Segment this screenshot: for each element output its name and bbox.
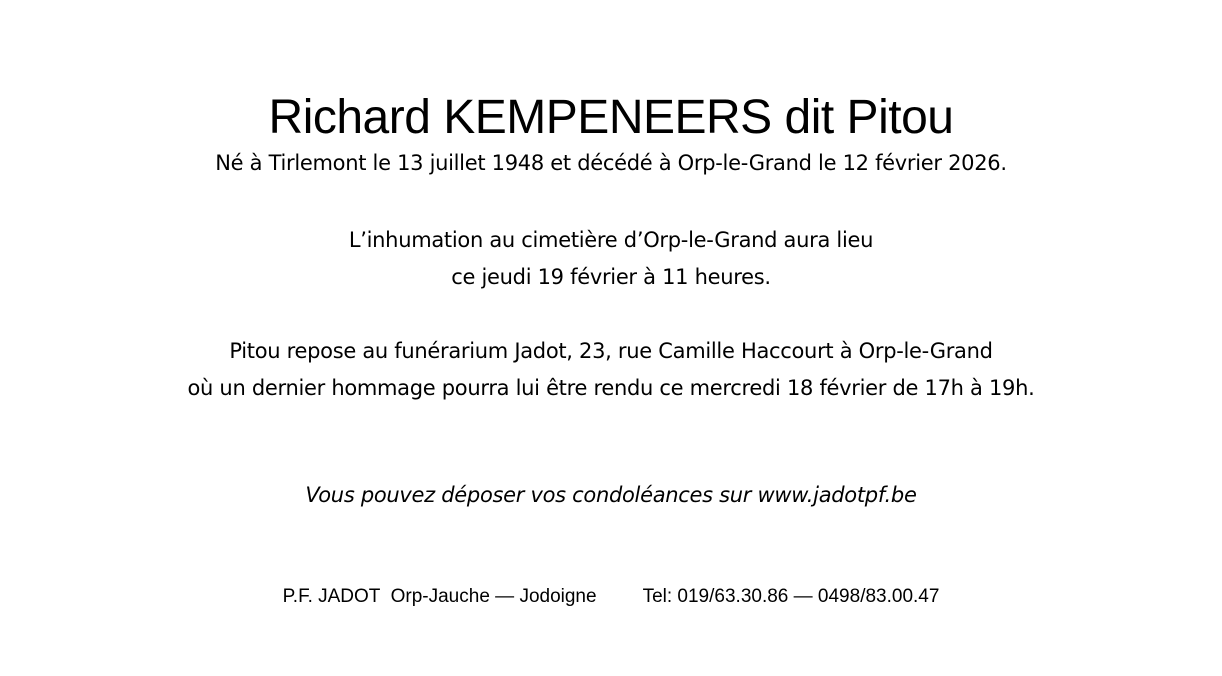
- birth-death-line: Né à Tirlemont le 13 juillet 1948 et décédé à Orp-le-Grand le 12 février 2026.: [215, 151, 1007, 175]
- footer-contact: [0, 584, 1222, 610]
- funerarium-line-1: Pitou repose au funérarium Jadot, 23, rue Camille Haccourt à Orp-le-Grand: [229, 339, 993, 363]
- burial-line-1: L’inhumation au cimetière d’Orp-le-Grand aura lieu: [348, 228, 874, 252]
- footer-company: P.F. JADOT Orp-Jauche — Jodoigne: [282, 586, 597, 607]
- deceased-name: Richard KEMPENEERS dit Pitou: [268, 91, 954, 144]
- footer-phone: Tel: 019/63.30.86 — 0498/83.00.47: [642, 586, 940, 607]
- condolences-line: Vous pouvez déposer vos condoléances sur www.jadotpf.be: [305, 483, 917, 507]
- burial-line-2: ce jeudi 19 février à 11 heures.: [451, 265, 771, 289]
- funerarium-line-2: où un dernier hommage pourra lui être rendu ce mercredi 18 février de 17h à 19h.: [187, 376, 1035, 400]
